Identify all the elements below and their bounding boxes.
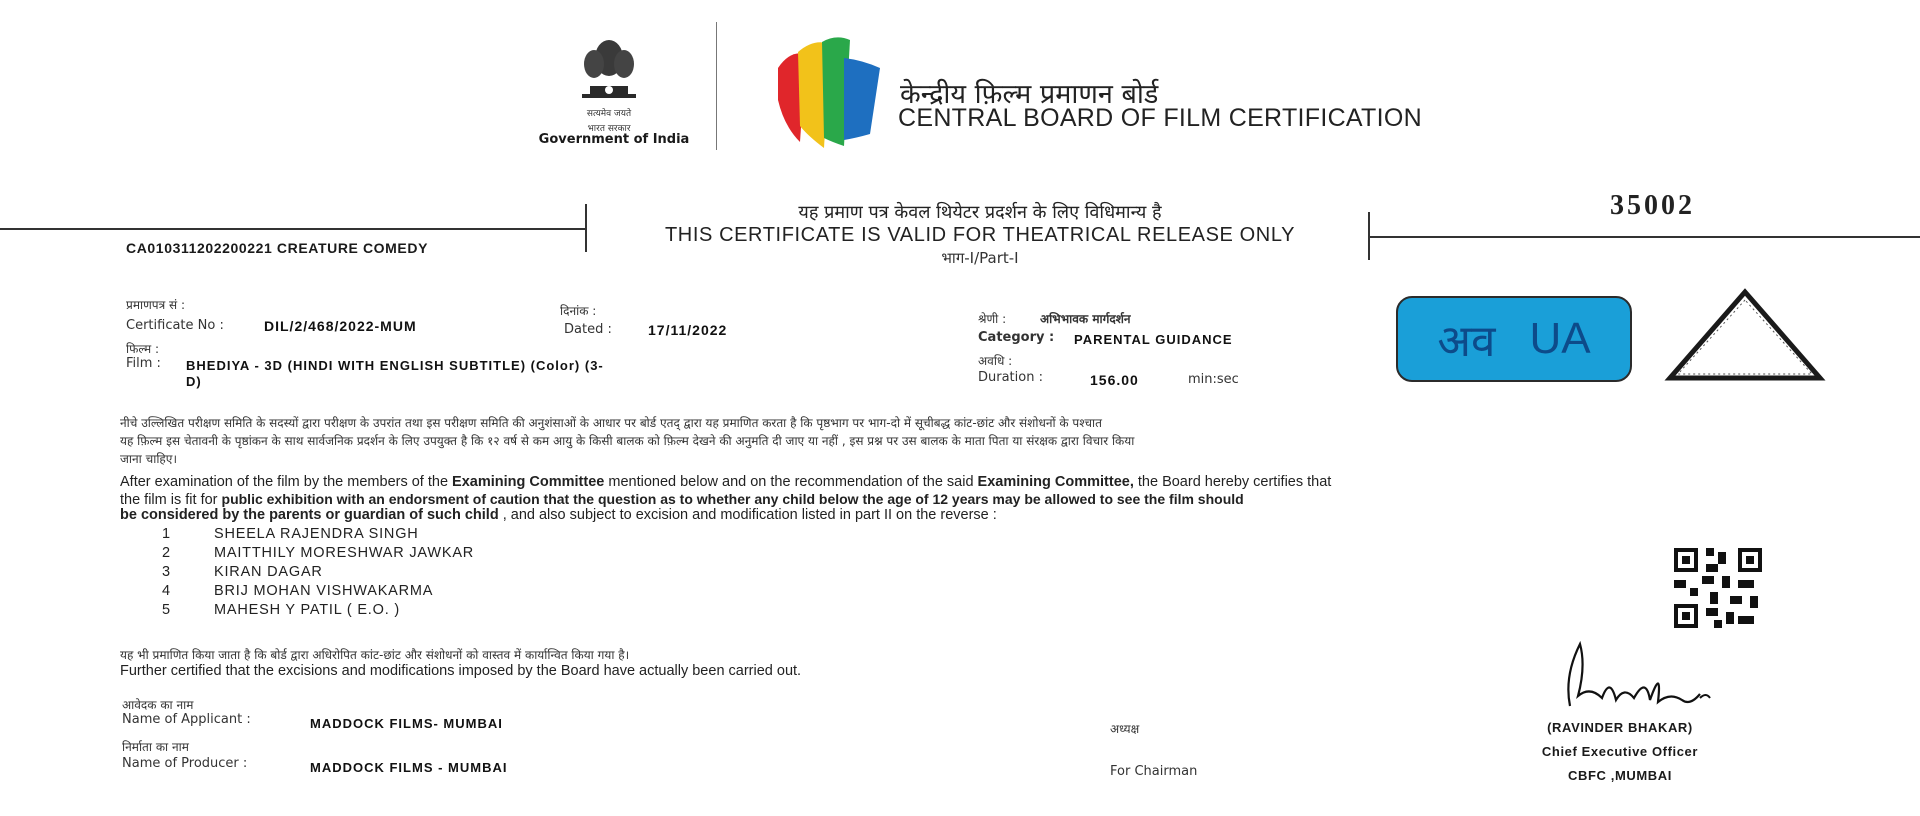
hindi-para-2: यह फ़िल्म इस चेतावनी के पृष्ठांकन के साथ सार्वजनिक प्रदर्शन के लिए उपयुक्त है कि १२ वर्ष से कम आयु के किसी बालक को फ़िल्म देखने की अनुमति दी जाए या नहीं , इस प्रश्न पर उस बालक के माता पिता या संरक्षक द्वारा विचार किया bbox=[120, 434, 1135, 448]
member-name: SHEELA RAJENDRA SINGH bbox=[214, 526, 419, 542]
date-value: 17/11/2022 bbox=[648, 322, 728, 338]
member-name: BRIJ MOHAN VISHWAKARMA bbox=[214, 583, 434, 599]
cert-no-label: Certificate No : bbox=[126, 318, 224, 333]
rating-badge bbox=[1396, 296, 1632, 382]
duration-label: Duration : bbox=[978, 370, 1043, 385]
header-rule-left bbox=[0, 228, 586, 230]
member-num: 3 bbox=[162, 564, 171, 580]
member-num: 4 bbox=[162, 583, 171, 599]
cbfc-name-hindi: केन्द्रीय फ़िल्म प्रमाणन बोर्ड bbox=[900, 79, 1159, 110]
duration-value: 156.00 bbox=[1090, 372, 1139, 388]
chairman-english: For Chairman bbox=[1110, 764, 1198, 779]
part-label: भाग-I/Part-I bbox=[941, 249, 1019, 267]
duration-hindi: अवधि : bbox=[978, 354, 1013, 368]
header-rule-left-cap bbox=[585, 204, 587, 252]
applicant-value: MADDOCK FILMS- MUMBAI bbox=[310, 716, 503, 731]
signature-icon bbox=[1550, 636, 1722, 726]
signatory-name: (RAVINDER BHAKAR) bbox=[1547, 720, 1693, 735]
eng-line1-c: mentioned below and on the recommendation of the said bbox=[608, 474, 974, 490]
eng-line2-b: public exhibition with an endorsment of caution that the question as to whether any child below the age of 12 years may be allowed to see the film should bbox=[221, 491, 1244, 507]
date-hindi: दिनांक : bbox=[560, 304, 597, 318]
category-hindi: श्रेणी : bbox=[978, 312, 1007, 326]
duration-unit: min:sec bbox=[1188, 372, 1239, 387]
film-label: Film : bbox=[126, 356, 161, 371]
producer-hindi: निर्माता का नाम bbox=[122, 740, 189, 754]
producer-label: Name of Producer : bbox=[122, 756, 248, 771]
further-english: Further certified that the excisions and modifications imposed by the Board have actually been carried out. bbox=[120, 663, 802, 679]
member-num: 1 bbox=[162, 526, 171, 542]
eng-line2-a: the film is fit for bbox=[120, 492, 218, 508]
category-value: PARENTAL GUIDANCE bbox=[1074, 332, 1233, 347]
emblem-country-hindi: भारत सरकार bbox=[587, 124, 631, 134]
header-rule-right bbox=[1368, 236, 1920, 238]
signatory-title: Chief Executive Officer bbox=[1541, 744, 1699, 759]
ashoka-emblem-icon bbox=[572, 36, 646, 108]
rating-hindi: अव bbox=[1437, 317, 1496, 366]
validity-english: THIS CERTIFICATE IS VALID FOR THEATRICAL RELEASE ONLY bbox=[664, 224, 1296, 246]
eng-line1-e: the Board hereby certifies that bbox=[1137, 474, 1332, 490]
eng-line1-d: Examining Committee, bbox=[977, 474, 1134, 490]
further-hindi: यह भी प्रमाणित किया जाता है कि बोर्ड द्वारा अधिरोपित कांट-छांट और संशोधनों को वास्तव में कार्यान्वित किया गया है। bbox=[120, 648, 630, 662]
producer-value: MADDOCK FILMS - MUMBAI bbox=[310, 760, 508, 775]
chairman-hindi: अध्यक्ष bbox=[1110, 722, 1140, 736]
applicant-label: Name of Applicant : bbox=[122, 712, 251, 727]
date-label: Dated : bbox=[564, 322, 612, 337]
member-name: MAHESH Y PATIL ( E.O. ) bbox=[214, 602, 400, 618]
applicant-hindi: आवेदक का नाम bbox=[122, 698, 194, 712]
certificate-code: CA010311202200221 CREATURE COMEDY bbox=[126, 240, 429, 256]
hindi-para-3: जाना चाहिए। bbox=[120, 452, 177, 466]
film-value-line2: D) bbox=[186, 374, 202, 389]
eng-line3-a: be considered by the parents or guardian of such child bbox=[120, 507, 499, 523]
validity-hindi: यह प्रमाण पत्र केवल थियेटर प्रदर्शन के लिए विधिमान्य है bbox=[798, 202, 1162, 223]
member-num: 2 bbox=[162, 545, 171, 561]
film-hindi: फिल्म : bbox=[126, 342, 160, 356]
eng-line3-b: , and also subject to excision and modification listed in part II on the reverse : bbox=[502, 507, 997, 523]
film-value-line1: BHEDIYA - 3D (HINDI WITH ENGLISH SUBTITLE) (Color) (3- bbox=[186, 358, 604, 373]
member-name: MAITTHILY MORESHWAR JAWKAR bbox=[214, 545, 475, 561]
emblem-label: Government of India bbox=[538, 132, 690, 147]
rating-code: UA bbox=[1529, 314, 1591, 363]
cbfc-name-english: CENTRAL BOARD OF FILM CERTIFICATION bbox=[898, 104, 1422, 132]
qr-code-icon bbox=[1674, 548, 1762, 628]
caution-triangle-icon bbox=[1664, 288, 1826, 382]
member-name: KIRAN DAGAR bbox=[214, 564, 323, 580]
cert-no-value: DIL/2/468/2022-MUM bbox=[264, 318, 417, 334]
emblem-motto: सत्यमेव जयते bbox=[586, 109, 632, 119]
member-num: 5 bbox=[162, 602, 171, 618]
serial-number: 35002 bbox=[1610, 190, 1695, 221]
english-para-line1 bbox=[120, 474, 1331, 490]
hindi-para-1: नीचे उल्लिखित परीक्षण समिति के सदस्यों द्वारा परीक्षण के उपरांत तथा इस परीक्षण समिति की अनुशंसाओं के आधार पर बोर्ड एतद् द्वारा यह प्रमाणित करता है कि पृष्ठभाग पर भाग-दो में सूचीबद्ध कांट-छांट और संशोधनों के पश्चात bbox=[120, 416, 1102, 430]
eng-line1-a: After examination of the film by the members of the bbox=[120, 474, 449, 490]
category-hindi-value: अभिभावक मार्गदर्शन bbox=[1040, 312, 1131, 326]
signatory-office: CBFC ,MUMBAI bbox=[1568, 768, 1672, 783]
category-label: Category : bbox=[978, 330, 1055, 345]
cert-no-hindi: प्रमाणपत्र सं : bbox=[126, 298, 186, 312]
cbfc-logo-icon bbox=[770, 30, 882, 148]
header-divider bbox=[716, 22, 717, 150]
english-para-line2 bbox=[120, 491, 1244, 508]
header-rule-right-cap bbox=[1368, 212, 1370, 260]
english-para-line3 bbox=[120, 507, 997, 523]
eng-line1-b: Examining Committee bbox=[452, 474, 605, 490]
